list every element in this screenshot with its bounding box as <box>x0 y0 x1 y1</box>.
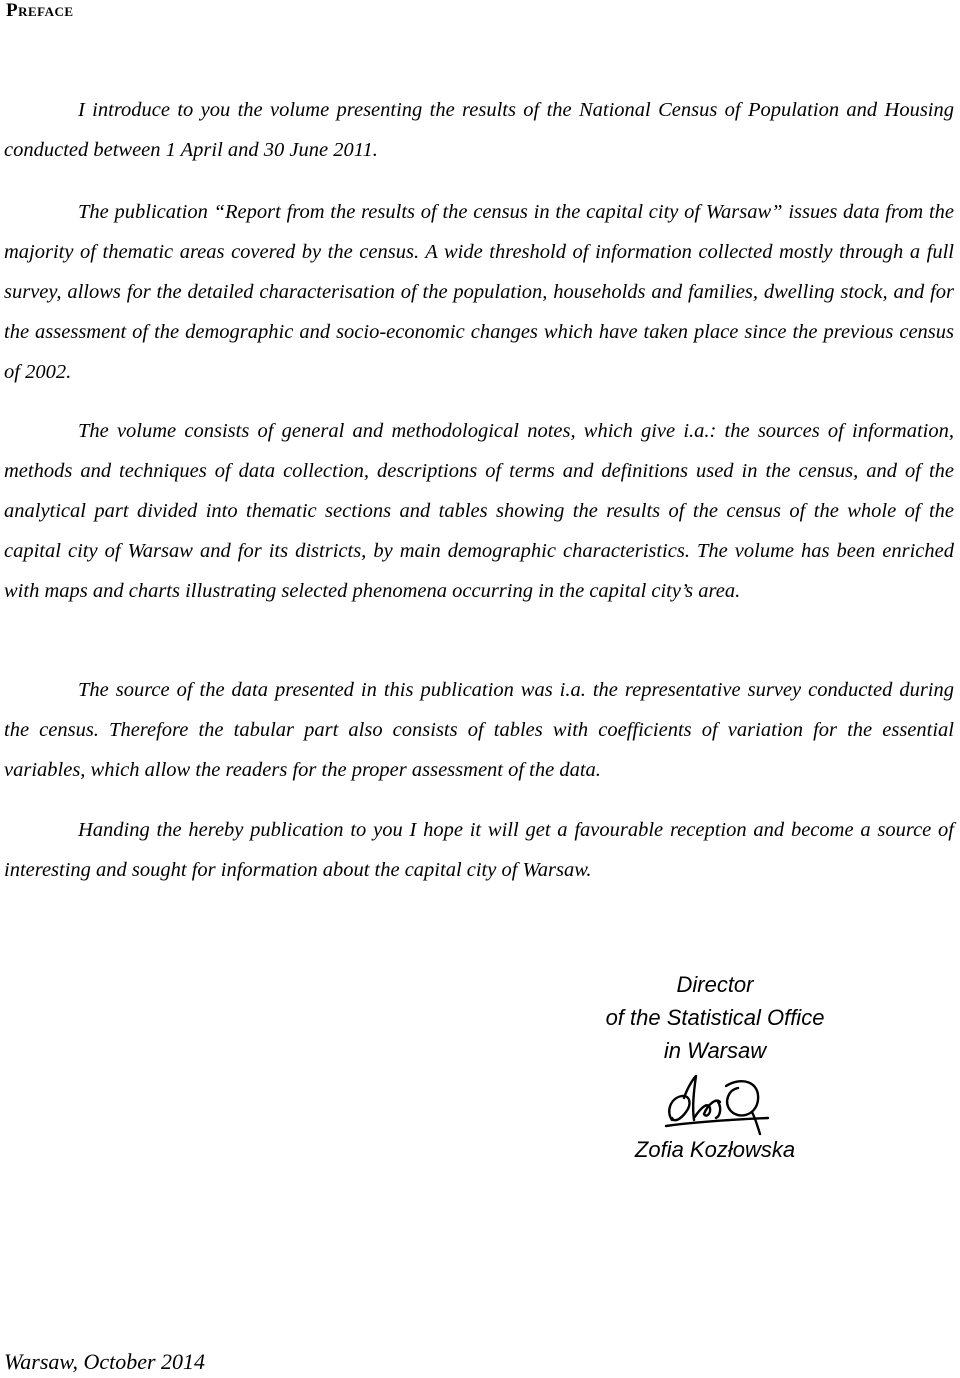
place-and-date: Warsaw, October 2014 <box>4 1349 206 1374</box>
paragraph-volume-contents-text: The volume consists of general and methodological notes, which give i.a.: the sources of information, methods and techniques of data collection, descriptions of terms and definitions used in the census, and of the analytical part divided into thematic sections and tables showing the results of the census of the whole of the capital city of Warsaw and for its districts, by main demographic characteristics. The volume has been enriched with maps and charts illustrating selected phenomena occurring in the capital city’s area. <box>4 420 954 602</box>
paragraph-intro-text: I introduce to you the volume presenting the results of the National Census of Population and Housing conducted between 1 April and 30 June 2011. <box>4 99 954 161</box>
paragraph-closing-text: Handing the hereby publication to you I hope it will get a favourable reception and become a source of interesting and sought for information about the capital city of Warsaw. <box>4 819 954 881</box>
handwritten-signature-icon <box>664 1068 774 1136</box>
page-title: Preface <box>6 0 74 21</box>
paragraph-data-source <box>4 670 954 790</box>
paragraph-closing <box>4 810 954 890</box>
paragraph-publication <box>4 192 954 392</box>
signatory-name: Zofia Kozłowska <box>634 1137 796 1162</box>
signatory-title-line-2: of the Statistical Office <box>605 1005 825 1030</box>
signatory-title-line-3: in Warsaw <box>663 1038 767 1063</box>
paragraph-publication-text: The publication “Report from the results of the census in the capital city of Warsaw” issues data from the majority of thematic areas covered by the census. A wide threshold of information collected mostly through a full survey, allows for the detailed characterisation of the population, households and families, dwelling stock, and for the assessment of the demographic and socio-economic changes which have taken place since the previous census of 2002. <box>4 201 954 383</box>
paragraph-intro <box>4 90 954 170</box>
signatory-title-line-1: Director <box>676 972 754 997</box>
paragraph-data-source-text: The source of the data presented in this publication was i.a. the representative survey conducted during the census. Therefore the tabular part also consists of tables with coefficients of variation for the essential variables, which allow the readers for the proper assessment of the data. <box>4 679 954 781</box>
paragraph-volume-contents <box>4 411 954 611</box>
